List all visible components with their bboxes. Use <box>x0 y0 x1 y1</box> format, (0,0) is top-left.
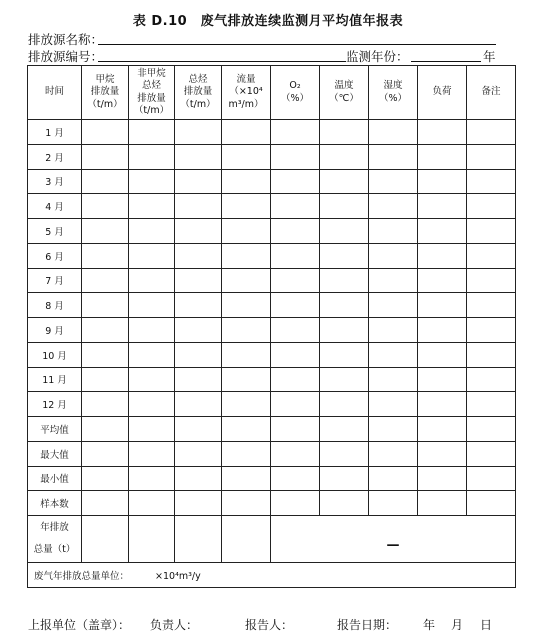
data-cell[interactable] <box>175 491 222 516</box>
data-cell[interactable] <box>129 144 175 169</box>
year-suffix: 年 <box>483 49 496 64</box>
data-cell[interactable] <box>271 219 320 244</box>
table-row <box>28 342 516 367</box>
data-cell[interactable] <box>82 367 129 392</box>
data-cell[interactable] <box>129 318 175 343</box>
data-cell[interactable] <box>320 466 369 491</box>
data-cell[interactable] <box>271 342 320 367</box>
data-cell[interactable] <box>418 194 467 219</box>
data-cell[interactable] <box>418 417 467 442</box>
data-cell[interactable] <box>222 491 271 516</box>
data-cell[interactable] <box>82 293 129 318</box>
source-no-label: 排放源编号： <box>28 49 104 64</box>
annual-total-merged-cell <box>271 516 516 563</box>
data-cell[interactable] <box>271 144 320 169</box>
data-cell[interactable] <box>222 120 271 145</box>
data-cell[interactable] <box>222 441 271 466</box>
row-label: 样本数 <box>28 491 82 516</box>
data-cell[interactable] <box>369 466 418 491</box>
report-table <box>27 65 516 588</box>
row-label: 4 月 <box>28 194 82 219</box>
data-cell[interactable] <box>369 491 418 516</box>
data-cell[interactable] <box>418 243 467 268</box>
data-cell[interactable] <box>222 417 271 442</box>
data-cell[interactable] <box>82 466 129 491</box>
data-cell[interactable] <box>82 342 129 367</box>
data-cell[interactable] <box>369 194 418 219</box>
not-applicable-dash: — <box>386 537 400 553</box>
annual-total-cell[interactable] <box>129 516 175 563</box>
data-cell[interactable] <box>467 367 516 392</box>
data-cell[interactable] <box>320 293 369 318</box>
data-cell[interactable] <box>175 342 222 367</box>
data-cell[interactable] <box>175 243 222 268</box>
data-cell[interactable] <box>175 367 222 392</box>
footer-unit: 上报单位（盖章）： <box>28 618 131 632</box>
data-cell[interactable] <box>129 219 175 244</box>
data-cell[interactable] <box>320 219 369 244</box>
footer-reporter: 报告人： <box>245 618 294 632</box>
row-label: 10 月 <box>28 342 82 367</box>
data-cell[interactable] <box>129 268 175 293</box>
data-cell[interactable] <box>369 243 418 268</box>
data-cell[interactable] <box>175 441 222 466</box>
table-row <box>28 441 516 466</box>
data-cell[interactable] <box>320 417 369 442</box>
table-row <box>28 268 516 293</box>
data-cell[interactable] <box>222 169 271 194</box>
row-label: 2 月 <box>28 144 82 169</box>
table-row <box>28 466 516 491</box>
data-cell[interactable] <box>467 318 516 343</box>
data-cell[interactable] <box>82 268 129 293</box>
data-cell[interactable] <box>418 367 467 392</box>
header-row <box>28 66 516 120</box>
data-cell[interactable] <box>271 194 320 219</box>
data-cell[interactable] <box>369 417 418 442</box>
row-label: 6 月 <box>28 243 82 268</box>
data-cell[interactable] <box>467 392 516 417</box>
data-cell[interactable] <box>129 441 175 466</box>
data-cell[interactable] <box>175 120 222 145</box>
data-cell[interactable] <box>467 342 516 367</box>
table-row <box>28 243 516 268</box>
data-cell[interactable] <box>129 293 175 318</box>
table-row <box>28 491 516 516</box>
data-cell[interactable] <box>320 367 369 392</box>
data-cell[interactable] <box>418 441 467 466</box>
data-cell[interactable] <box>320 392 369 417</box>
data-cell[interactable] <box>82 441 129 466</box>
header-cell-1: 甲烷 排放量 （t/m） <box>82 66 129 120</box>
annual-total-label <box>28 516 82 563</box>
data-cell[interactable] <box>222 144 271 169</box>
data-cell[interactable] <box>271 491 320 516</box>
data-cell[interactable] <box>320 169 369 194</box>
unit-label: 废气年排放总量单位： <box>34 571 130 582</box>
data-cell[interactable] <box>271 417 320 442</box>
data-cell[interactable] <box>222 194 271 219</box>
data-cell[interactable] <box>418 144 467 169</box>
data-cell[interactable] <box>418 392 467 417</box>
table-row <box>28 219 516 244</box>
data-cell[interactable] <box>320 318 369 343</box>
table-row <box>28 293 516 318</box>
data-cell[interactable] <box>418 466 467 491</box>
data-cell[interactable] <box>175 417 222 442</box>
data-cell[interactable] <box>467 169 516 194</box>
data-cell[interactable] <box>129 392 175 417</box>
table-row <box>28 169 516 194</box>
header-cell-9: 备注 <box>467 66 516 120</box>
unit-cell <box>28 563 516 588</box>
data-cell[interactable] <box>320 243 369 268</box>
data-cell[interactable] <box>467 417 516 442</box>
header-cell-4: 流量 （×10⁴ m³/m） <box>222 66 271 120</box>
header-cell-0: 时间 <box>28 66 82 120</box>
data-cell[interactable] <box>320 491 369 516</box>
header-cell-3: 总烃 排放量 （t/m） <box>175 66 222 120</box>
source-no-line <box>28 47 508 63</box>
source-name-line <box>28 30 508 46</box>
data-cell[interactable] <box>320 268 369 293</box>
data-cell[interactable] <box>175 392 222 417</box>
footer-manager: 负责人： <box>150 618 199 632</box>
data-cell[interactable] <box>82 491 129 516</box>
data-cell[interactable] <box>271 367 320 392</box>
row-label: 1 月 <box>28 120 82 145</box>
table-row <box>28 417 516 442</box>
data-cell[interactable] <box>320 194 369 219</box>
data-cell[interactable] <box>320 120 369 145</box>
source-no-input[interactable] <box>98 61 346 62</box>
data-cell[interactable] <box>369 293 418 318</box>
year-input[interactable] <box>411 61 481 62</box>
data-cell[interactable] <box>418 268 467 293</box>
data-cell[interactable] <box>467 491 516 516</box>
footer-month: 月 <box>451 618 464 632</box>
data-cell[interactable] <box>369 342 418 367</box>
header-cell-2: 非甲烷 总烃 排放量 （t/m） <box>129 66 175 120</box>
footer-date: 报告日期： <box>337 618 398 632</box>
unit-value: ×10⁴m³/y <box>155 571 201 582</box>
annual-total-cell[interactable] <box>175 516 222 563</box>
data-cell[interactable] <box>82 243 129 268</box>
annual-total-row <box>28 516 516 563</box>
table-row <box>28 367 516 392</box>
data-cell[interactable] <box>129 169 175 194</box>
row-label: 最小值 <box>28 466 82 491</box>
data-cell[interactable] <box>271 466 320 491</box>
data-cell[interactable] <box>175 194 222 219</box>
header-cell-8: 负荷 <box>418 66 467 120</box>
data-cell[interactable] <box>467 441 516 466</box>
data-cell[interactable] <box>467 120 516 145</box>
data-cell[interactable] <box>82 318 129 343</box>
data-cell[interactable] <box>175 318 222 343</box>
row-label: 7 月 <box>28 268 82 293</box>
row-label: 8 月 <box>28 293 82 318</box>
data-cell[interactable] <box>418 169 467 194</box>
data-cell[interactable] <box>82 120 129 145</box>
source-name-input[interactable] <box>98 44 496 45</box>
row-label: 平均值 <box>28 417 82 442</box>
table-row <box>28 144 516 169</box>
data-cell[interactable] <box>467 219 516 244</box>
data-cell[interactable] <box>129 243 175 268</box>
data-cell[interactable] <box>418 120 467 145</box>
annual-total-cell[interactable] <box>222 516 271 563</box>
form-title: 表 D.10 废气排放连续监测月平均值年报表 <box>132 14 404 29</box>
data-cell[interactable] <box>82 392 129 417</box>
data-cell[interactable] <box>467 293 516 318</box>
data-cell[interactable] <box>175 293 222 318</box>
data-cell[interactable] <box>175 466 222 491</box>
data-cell[interactable] <box>82 219 129 244</box>
data-cell[interactable] <box>175 144 222 169</box>
table-row <box>28 120 516 145</box>
data-cell[interactable] <box>222 367 271 392</box>
data-cell[interactable] <box>271 318 320 343</box>
data-cell[interactable] <box>418 318 467 343</box>
row-label: 最大值 <box>28 441 82 466</box>
data-cell[interactable] <box>271 243 320 268</box>
data-cell[interactable] <box>129 194 175 219</box>
header-cell-6: 温度 （℃） <box>320 66 369 120</box>
data-cell[interactable] <box>222 466 271 491</box>
data-cell[interactable] <box>467 466 516 491</box>
data-cell[interactable] <box>175 219 222 244</box>
data-cell[interactable] <box>467 268 516 293</box>
data-cell[interactable] <box>418 293 467 318</box>
annual-total-label-line2: 总量（t） <box>33 544 76 555</box>
data-cell[interactable] <box>222 293 271 318</box>
annual-total-cell[interactable] <box>82 516 129 563</box>
data-cell[interactable] <box>369 120 418 145</box>
data-cell[interactable] <box>129 342 175 367</box>
data-cell[interactable] <box>418 491 467 516</box>
row-label: 11 月 <box>28 367 82 392</box>
data-cell[interactable] <box>222 219 271 244</box>
data-cell[interactable] <box>467 243 516 268</box>
data-cell[interactable] <box>82 144 129 169</box>
header-cell-7: 湿度 （%） <box>369 66 418 120</box>
data-cell[interactable] <box>418 342 467 367</box>
data-cell[interactable] <box>271 120 320 145</box>
data-cell[interactable] <box>369 392 418 417</box>
data-cell[interactable] <box>222 243 271 268</box>
data-cell[interactable] <box>369 318 418 343</box>
table-row <box>28 194 516 219</box>
data-cell[interactable] <box>320 441 369 466</box>
data-cell[interactable] <box>175 169 222 194</box>
data-cell[interactable] <box>369 441 418 466</box>
data-cell[interactable] <box>129 367 175 392</box>
row-label: 3 月 <box>28 169 82 194</box>
row-label: 9 月 <box>28 318 82 343</box>
data-cell[interactable] <box>129 491 175 516</box>
data-cell[interactable] <box>271 169 320 194</box>
data-cell[interactable] <box>129 466 175 491</box>
data-cell[interactable] <box>418 219 467 244</box>
data-cell[interactable] <box>222 268 271 293</box>
header-cell-5: O₂ （%） <box>271 66 320 120</box>
data-cell[interactable] <box>369 367 418 392</box>
data-cell[interactable] <box>82 417 129 442</box>
table-row <box>28 318 516 343</box>
annual-total-label-line1: 年排放 <box>40 522 69 533</box>
data-cell[interactable] <box>320 144 369 169</box>
data-cell[interactable] <box>175 268 222 293</box>
data-cell[interactable] <box>271 268 320 293</box>
row-label: 5 月 <box>28 219 82 244</box>
data-cell[interactable] <box>271 441 320 466</box>
data-cell[interactable] <box>369 169 418 194</box>
unit-row <box>28 563 516 588</box>
table-row <box>28 392 516 417</box>
data-cell[interactable] <box>467 194 516 219</box>
data-cell[interactable] <box>369 268 418 293</box>
footer-day: 日 <box>480 618 493 632</box>
data-cell[interactable] <box>129 120 175 145</box>
year-label: 监测年份： <box>346 49 409 64</box>
footer-year: 年 <box>423 618 436 632</box>
source-name-label: 排放源名称： <box>28 32 104 47</box>
data-cell[interactable] <box>129 417 175 442</box>
data-cell[interactable] <box>82 169 129 194</box>
data-cell[interactable] <box>222 392 271 417</box>
data-cell[interactable] <box>82 194 129 219</box>
data-cell[interactable] <box>222 318 271 343</box>
data-cell[interactable] <box>271 293 320 318</box>
row-label: 12 月 <box>28 392 82 417</box>
data-cell[interactable] <box>369 219 418 244</box>
data-cell[interactable] <box>222 342 271 367</box>
data-cell[interactable] <box>271 392 320 417</box>
data-cell[interactable] <box>369 144 418 169</box>
data-cell[interactable] <box>320 342 369 367</box>
data-cell[interactable] <box>467 144 516 169</box>
